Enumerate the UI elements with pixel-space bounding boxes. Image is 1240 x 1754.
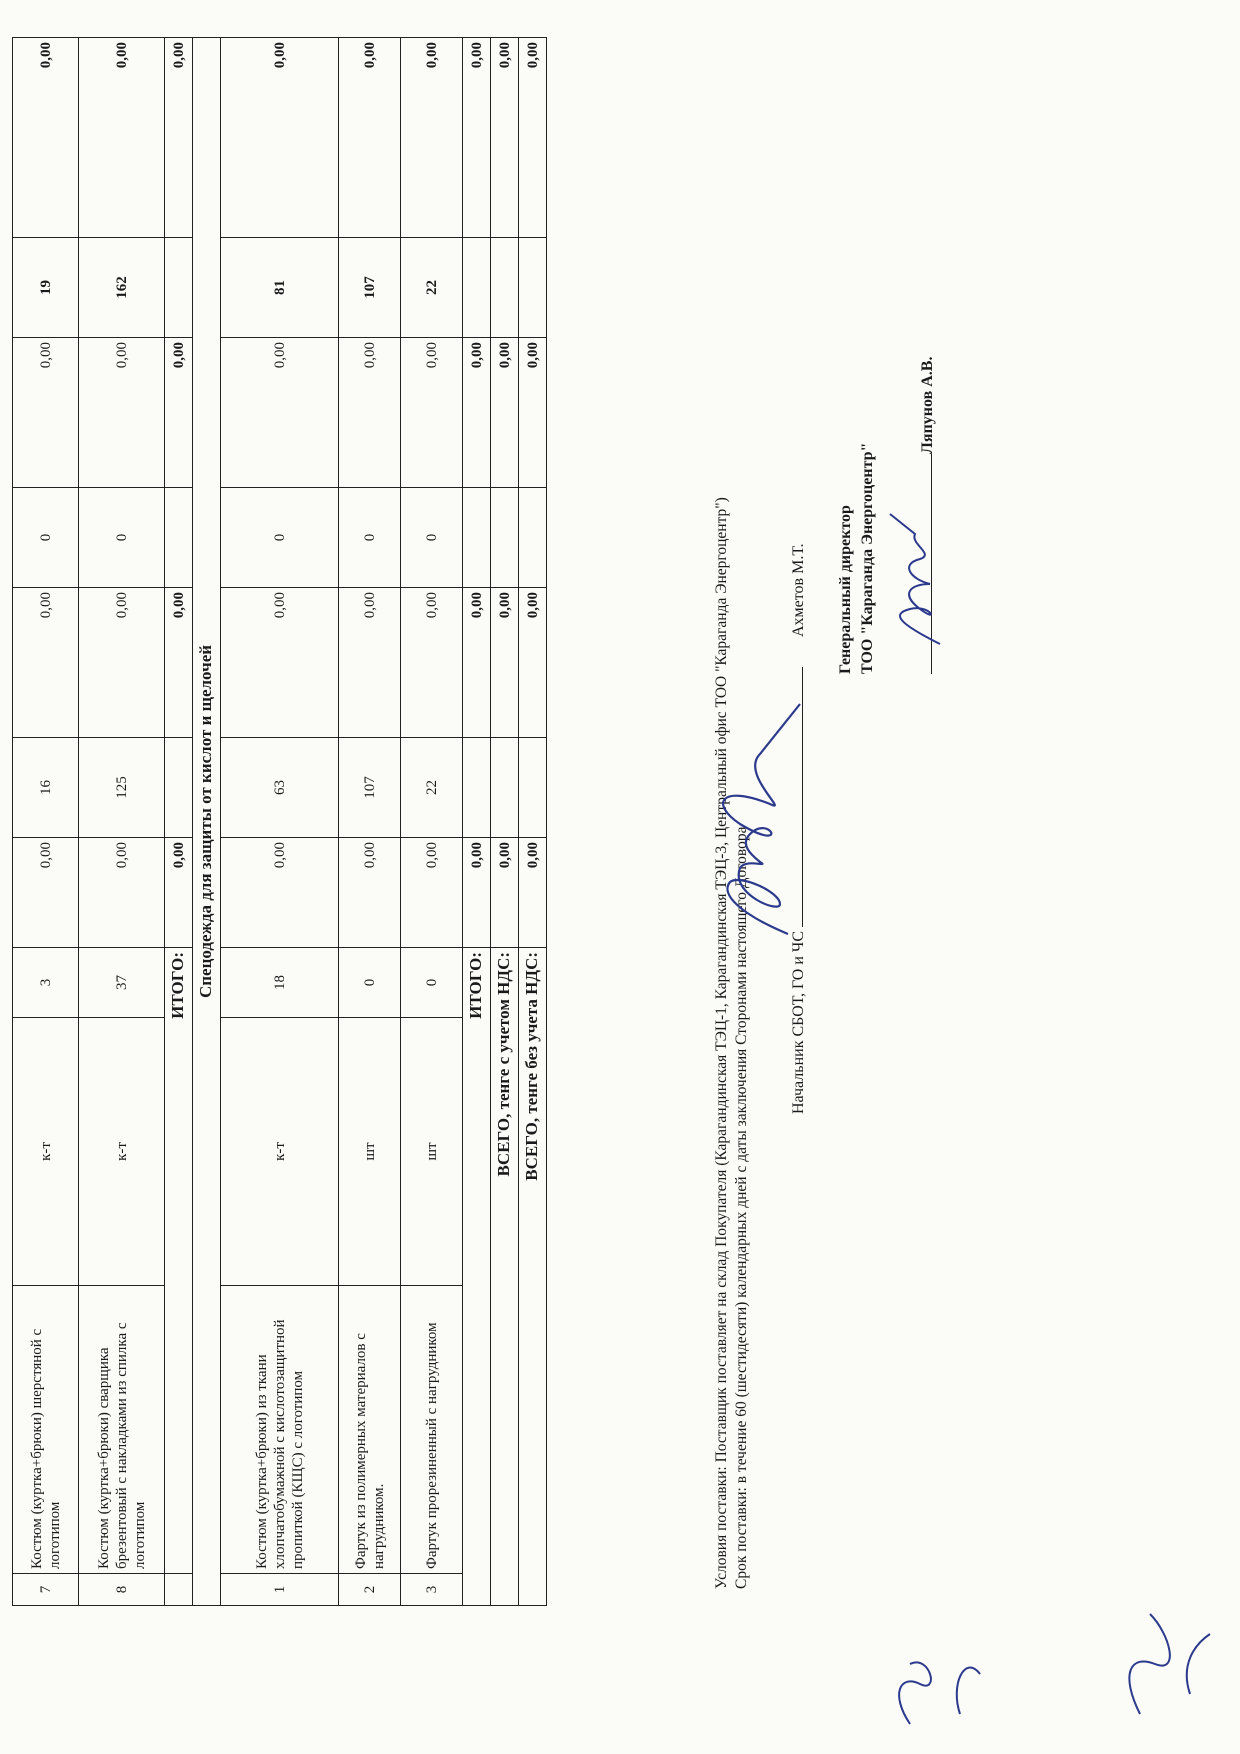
total-label: ВСЕГО, тенге с учетом НДС: [491, 947, 519, 1605]
table-row [13, 37, 79, 1605]
row-number: 1 [221, 1574, 339, 1606]
qty-total: 107 [339, 237, 401, 337]
price: 0,00 [13, 337, 79, 487]
price: 0,00 [79, 837, 165, 947]
total-value: 0,00 [463, 37, 491, 237]
price-total: 0,00 [401, 37, 463, 237]
price: 0,00 [401, 837, 463, 947]
row-number: 3 [401, 1574, 463, 1606]
section-row [193, 37, 221, 1605]
total-row [463, 37, 491, 1605]
qty: 22 [401, 737, 463, 837]
price: 0,00 [221, 337, 339, 487]
price-total: 0,00 [339, 37, 401, 237]
subtotal-value: 0,00 [165, 837, 193, 947]
item-name: Фартук из полимерных материалов с нагрудником. [339, 1285, 401, 1573]
qty: 0 [79, 487, 165, 587]
qty: 0 [339, 947, 401, 1017]
qty: 0 [339, 487, 401, 587]
total-value: 0,00 [519, 837, 547, 947]
subtotal-value: 0,00 [165, 37, 193, 237]
qty: 0 [401, 947, 463, 1017]
table-row [339, 37, 401, 1605]
subtotal-row [165, 37, 193, 1605]
total-row [519, 37, 547, 1605]
specification-table [12, 37, 547, 1606]
initials-signature-icon [1100, 1584, 1220, 1734]
item-unit: шт [401, 1017, 463, 1285]
price: 0,00 [221, 837, 339, 947]
price: 0,00 [339, 837, 401, 947]
total-value: 0,00 [519, 587, 547, 737]
qty: 125 [79, 737, 165, 837]
total-row [491, 37, 519, 1605]
total-value: 0,00 [491, 837, 519, 947]
item-name: Костюм (куртка+брюки) шерстяной с логотипом [13, 1285, 79, 1573]
total-value: 0,00 [519, 37, 547, 237]
sbot-name: Ахметов М.Т. [790, 543, 807, 637]
total-label: ИТОГО: [463, 947, 491, 1605]
price: 0,00 [79, 337, 165, 487]
item-name: Фартук прорезиненный с нагрудником [401, 1285, 463, 1573]
subtotal-value: 0,00 [165, 337, 193, 487]
section-title: Спецодежда для защиты от кислот и щелочей [193, 37, 221, 1605]
price: 0,00 [79, 587, 165, 737]
table-row [401, 37, 463, 1605]
director-name: Ляпунов А.В. [919, 356, 936, 454]
sbot-signature-icon [700, 694, 810, 954]
delivery-terms: Условия поставки: Поставщик поставляет на склад Покупателя (Карагандинская ТЭЦ-1, Карагандинская ТЭЦ-3, Центральный офис ТОО "Караганда Энергоцентр") [713, 497, 730, 1589]
item-name: Костюм (куртка+брюки) из ткани хлопчатобумажной с кислотозащитной пропиткой (КЩС) с логотипом [221, 1285, 339, 1573]
subtotal-value: 0,00 [165, 587, 193, 737]
item-unit: к-т [79, 1017, 165, 1285]
table-row [79, 37, 165, 1605]
qty: 37 [79, 947, 165, 1017]
qty: 0 [401, 487, 463, 587]
total-value: 0,00 [519, 337, 547, 487]
qty: 107 [339, 737, 401, 837]
qty: 18 [221, 947, 339, 1017]
sbot-title: Начальник СБОТ, ГО и ЧС [790, 931, 807, 1114]
qty: 0 [13, 487, 79, 587]
qty: 63 [221, 737, 339, 837]
price: 0,00 [339, 337, 401, 487]
price: 0,00 [13, 587, 79, 737]
initials-signature-icon [880, 1614, 1000, 1744]
total-value: 0,00 [463, 837, 491, 947]
total-value: 0,00 [463, 587, 491, 737]
price: 0,00 [401, 337, 463, 487]
row-number: 7 [13, 1574, 79, 1606]
director-signature-icon [880, 504, 960, 654]
price: 0,00 [401, 587, 463, 737]
row-number: 2 [339, 1574, 401, 1606]
price: 0,00 [221, 587, 339, 737]
item-name: Костюм (куртка+брюки) сварщика брезентовый с накладками из спилка с логотипом [79, 1285, 165, 1573]
delivery-deadline: Срок поставки: в течение 60 (шестидесяти) календарных дней с даты заключения Сторонами настоящего Договора [733, 826, 750, 1589]
row-number: 8 [79, 1574, 165, 1606]
price: 0,00 [339, 587, 401, 737]
price: 0,00 [13, 837, 79, 947]
total-value: 0,00 [491, 337, 519, 487]
total-value: 0,00 [491, 587, 519, 737]
subtotal-label: ИТОГО: [165, 947, 193, 1573]
price-total: 0,00 [79, 37, 165, 237]
qty: 3 [13, 947, 79, 1017]
item-unit: шт [339, 1017, 401, 1285]
item-unit: к-т [13, 1017, 79, 1285]
qty-total: 19 [13, 237, 79, 337]
director-title: Генеральный директор [837, 505, 854, 674]
qty-total: 162 [79, 237, 165, 337]
qty-total: 22 [401, 237, 463, 337]
item-unit: к-т [221, 1017, 339, 1285]
qty-total: 81 [221, 237, 339, 337]
qty: 16 [13, 737, 79, 837]
table-row [221, 37, 339, 1605]
price-total: 0,00 [13, 37, 79, 237]
total-label: ВСЕГО, тенге без учета НДС: [519, 947, 547, 1605]
total-value: 0,00 [491, 37, 519, 237]
qty: 0 [221, 487, 339, 587]
total-value: 0,00 [463, 337, 491, 487]
price-total: 0,00 [221, 37, 339, 237]
director-company: ТОО "Караганда Энергоцентр" [859, 442, 876, 674]
